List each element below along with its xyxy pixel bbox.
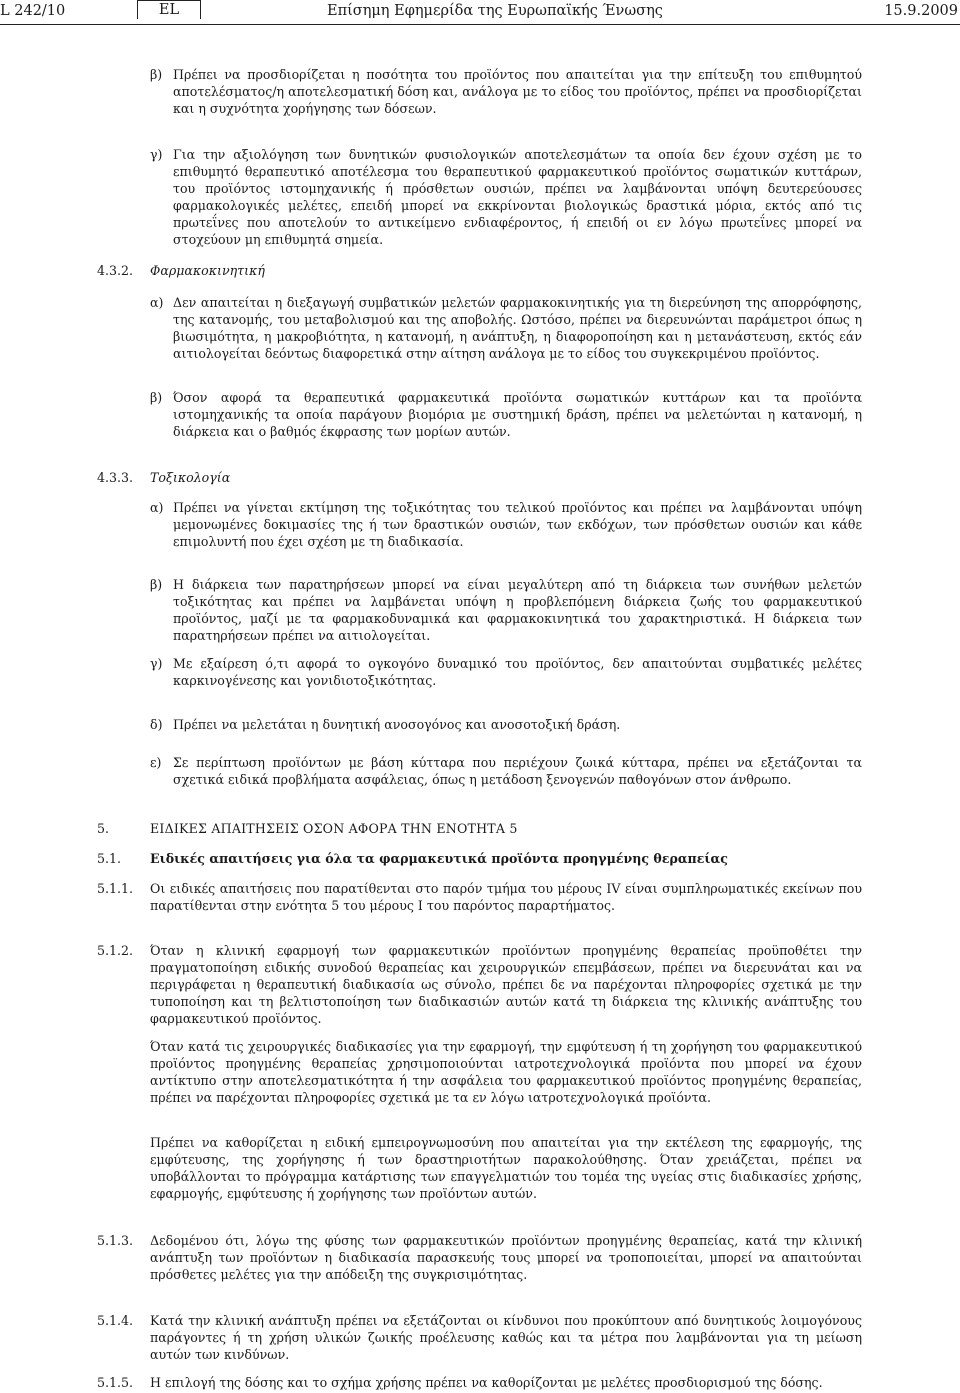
section-title: Φαρμακοκινητική bbox=[150, 263, 265, 278]
section-number: 5.1.2. bbox=[97, 943, 134, 958]
section-title: Ειδικές απαιτήσεις για όλα τα φαρμακευτικά προϊόντα προηγμένης θεραπείας bbox=[150, 851, 728, 866]
item-marker: γ) bbox=[150, 656, 163, 671]
section-number: 5.1. bbox=[97, 851, 122, 866]
item-marker: β) bbox=[150, 67, 163, 82]
paragraph-text: Πρέπει να γίνεται εκτίμηση της τοξικότητας του τελικού προϊόντος και πρέπει να λαμβάνονται υπόψη μεμονωμένες δοκιμασίες της ή των δραστικών ουσιών, των εκδόχων, των πρόσθετων ουσιών και κάθε επιμολυντή που έχει σχέση με τη διαδικασία. bbox=[173, 500, 862, 549]
paragraph-gamma bbox=[150, 146, 862, 248]
item-marker: γ) bbox=[150, 147, 163, 162]
journal-reference: L 242/10 bbox=[0, 3, 66, 19]
item-marker: α) bbox=[150, 500, 164, 515]
item-marker: α) bbox=[150, 295, 164, 310]
paragraph-text: Όσον αφορά τα θεραπευτικά φαρμακευτικά προϊόντα σωματικών κυττάρων και τα προϊόντα ιστομηχανικής τα οποία παράγουν βιομόρια με συστημική δράση, πρέπει να μελετώνται η κατανομή, η διάρκεια και ο βαθμός έκφρασης των μορίων αυτών. bbox=[173, 390, 862, 439]
paragraph-5-1-1: Οι ειδικές απαιτήσεις που παρατίθενται στο παρόν τμήμα του μέρους IV είναι συμπληρωματικές εκείνων που παρατίθενται στην ενότητα 5 του μέρους I του παρόντος παραρτήματος. bbox=[150, 881, 862, 913]
item-marker: δ) bbox=[150, 717, 163, 732]
paragraph-5-1-2-c: Πρέπει να καθορίζεται η ειδική εμπειρογνωμοσύνη που απαιτείται για την εκτέλεση της εφαρμογής, της εμφύτευσης, της χορήγησης ή των δραστηριοτήτων παρακολούθησης. Όταν χρειάζεται, πρέπει να υποβάλλονται το πρόγραμμα κατάρτισης των επαγγελματιών του τομέα της υγείας στις διαδικασίες χρήσης, εφαρμογής, εμφύτευσης ή χορήγησης των προϊόντων αυτών. bbox=[150, 1135, 862, 1201]
paragraph-5-1-2-b: Όταν κατά τις χειρουργικές διαδικασίες για την εφαρμογή, την εμφύτευση ή τη χορήγηση του φαρμακευτικού προϊόντος προηγμένης θεραπείας χρησιμοποιούνται ιατροτεχνολογικά προϊόντα που μπορεί να έχουν αντίκτυπο στην αποτελεσματικότητα ή την ασφάλεια του φαρμακευτικού προϊόντος προηγμένης θεραπείας, πρέπει να παρέχονται πληροφορίες σχετικά με τα εν λόγω ιατροτεχνολογικά προϊόντα. bbox=[150, 1039, 862, 1105]
item-marker: ε) bbox=[150, 755, 162, 770]
section-number: 5.1.4. bbox=[97, 1313, 134, 1328]
section-number: 5.1.5. bbox=[97, 1375, 134, 1390]
paragraph-pk-alpha bbox=[150, 294, 862, 362]
page-header bbox=[0, 0, 960, 25]
paragraph-text: Με εξαίρεση ό,τι αφορά το ογκογόνο δυναμικό του προϊόντος, δεν απαιτούνται συμβατικές μελέτες καρκινογένεσης και γονιδιοτοξικότητας. bbox=[173, 656, 862, 688]
paragraph-text: Πρέπει να μελετάται η δυνητική ανοσογόνος και ανοσοτοξική δράση. bbox=[173, 717, 621, 732]
section-number: 5.1.3. bbox=[97, 1233, 134, 1248]
paragraph-pk-beta bbox=[150, 389, 862, 440]
section-number: 4.3.2. bbox=[97, 263, 134, 278]
paragraph-5-1-4: Κατά την κλινική ανάπτυξη πρέπει να εξετάζονται οι κίνδυνοι που προκύπτουν από δυνητικούς λοιμογόνους παράγοντες ή τη χρήση υλικών ζωικής προέλευσης καθώς και τα μέτρα που λαμβάνονται για τη μείωση αυτών των κινδύνων. bbox=[150, 1313, 862, 1362]
section-number: 5. bbox=[97, 821, 110, 836]
section-title: ΕΙΔΙΚΕΣ ΑΠΑΙΤΗΣΕΙΣ ΟΣΟΝ ΑΦΟΡΑ ΤΗΝ ΕΝΟΤΗΤΑ 5 bbox=[150, 821, 518, 836]
issue-date: 15.9.2009 bbox=[884, 3, 958, 19]
item-marker: β) bbox=[150, 577, 163, 592]
paragraph-tox-beta bbox=[150, 576, 862, 644]
paragraph-tox-epsilon bbox=[150, 754, 862, 788]
paragraph-tox-alpha bbox=[150, 499, 862, 550]
section-number: 5.1.1. bbox=[97, 881, 134, 896]
paragraph-text: Για την αξιολόγηση των δυνητικών φυσιολογικών αποτελεσμάτων τα οποία δεν έχουν σχέση με το επιθυμητό θεραπευτικό αποτέλεσμα του θεραπευτικού φαρμακευτικού προϊόντος σωματικών κυττάρων, του προϊόντος ιστομηχανικής ή πρόσθετων ουσιών, πρέπει να λαμβάνονται υπόψη δευτερεύουσες φαρμακολογικές μελέτες, επειδή μπορεί να εκκρίνονται βιολογικώς δραστικά μόρια, εκτός από τις πρωτεΐνες που αποτελούν το αντικείμενο ενδιαφέροντος, ή επειδή οι εν λόγω πρωτεΐνες μπορεί να στοχεύουν μη επιθυμητά σημεία. bbox=[173, 147, 862, 247]
paragraph-5-1-2-a: Όταν η κλινική εφαρμογή των φαρμακευτικών προϊόντων προηγμένης θεραπείας προϋποθέτει την πραγματοποίηση ειδικής συνοδού θεραπείας και χειρουργικών επεμβάσεων, πρέπει να διερευνάται και να περιγράφεται η θεραπευτική διαδικασία ως σύνολο, πρέπει δε να παρέχονται πληροφορίες σχετικά με την τυποποίηση και τη βελτιστοποίηση των διαδικασιών αυτών κατά τη διάρκεια της κλινικής ανάπτυξης του φαρμακευτικού προϊόντος. bbox=[150, 943, 862, 1026]
language-tab: EL bbox=[137, 0, 201, 19]
section-number: 4.3.3. bbox=[97, 470, 134, 485]
paragraph-tox-delta bbox=[150, 716, 862, 733]
paragraph-text: Δεν απαιτείται η διεξαγωγή συμβατικών μελετών φαρμακοκινητικής για τη διερεύνηση της απορρόφησης, της κατανομής, του μεταβολισμού και της αποβολής. Ωστόσο, πρέπει να διερευνώνται παράμετροι όπως η βιωσιμότητα, η μακροβιότητα, η κατανομή, η ανάπτυξη, η διαφοροποίηση και η μετανάστευση, εκτός εάν αιτιολογείται δεόντως διαφορετικά στην αίτηση ανάλογα με το είδος του συγκεκριμένου προϊόντος. bbox=[173, 295, 862, 361]
section-title: Τοξικολογία bbox=[150, 470, 231, 485]
paragraph-beta bbox=[150, 66, 862, 117]
paragraph-text: Σε περίπτωση προϊόντων με βάση κύτταρα που περιέχουν ζωικά κύτταρα, πρέπει να εξετάζονται τα σχετικά ειδικά προβλήματα ασφάλειας, όπως η μετάδοση ξενογενών παθογόνων στον άνθρωπο. bbox=[173, 755, 862, 787]
journal-title: Επίσημη Εφημερίδα της Ευρωπαϊκής Ένωσης bbox=[327, 3, 663, 19]
paragraph-text: Η διάρκεια των παρατηρήσεων μπορεί να είναι μεγαλύτερη από τη διάρκεια των συνήθων μελετών τοξικότητας και πρέπει να λαμβάνεται υπόψη η προβλεπόμενη διάρκεια ζωής του φαρμακευτικού προϊόντος, μαζί με τα φαρμακοδυναμικά και φαρμακοκινητικά του χαρακτηριστικά. Η διάρκεια των παρατηρήσεων πρέπει να αιτιολογείται. bbox=[173, 577, 862, 643]
paragraph-5-1-3: Δεδομένου ότι, λόγω της φύσης των φαρμακευτικών προϊόντων προηγμένης θεραπείας, κατά την κλινική ανάπτυξη των προϊόντων η διαδικασία παρασκευής τους μπορεί να τροποποιείται, μπορεί να απαιτούνται πρόσθετες μελέτες για την απόδειξη της συγκρισιμότητας. bbox=[150, 1233, 862, 1282]
item-marker: β) bbox=[150, 390, 163, 405]
paragraph-5-1-5: Η επιλογή της δόσης και το σχήμα χρήσης πρέπει να καθορίζονται με μελέτες προσδιορισμού της δόσης. bbox=[150, 1375, 823, 1390]
paragraph-tox-gamma bbox=[150, 655, 862, 689]
paragraph-text: Πρέπει να προσδιορίζεται η ποσότητα του προϊόντος που απαιτείται για την επίτευξη του επιθυμητού αποτελέσματος/η αποτελεσματική δόση και, ανάλογα με το είδος του προϊόντος, πρέπει να προσδιορίζεται και η συχνότητα χορήγησης των δόσεων. bbox=[173, 67, 862, 116]
